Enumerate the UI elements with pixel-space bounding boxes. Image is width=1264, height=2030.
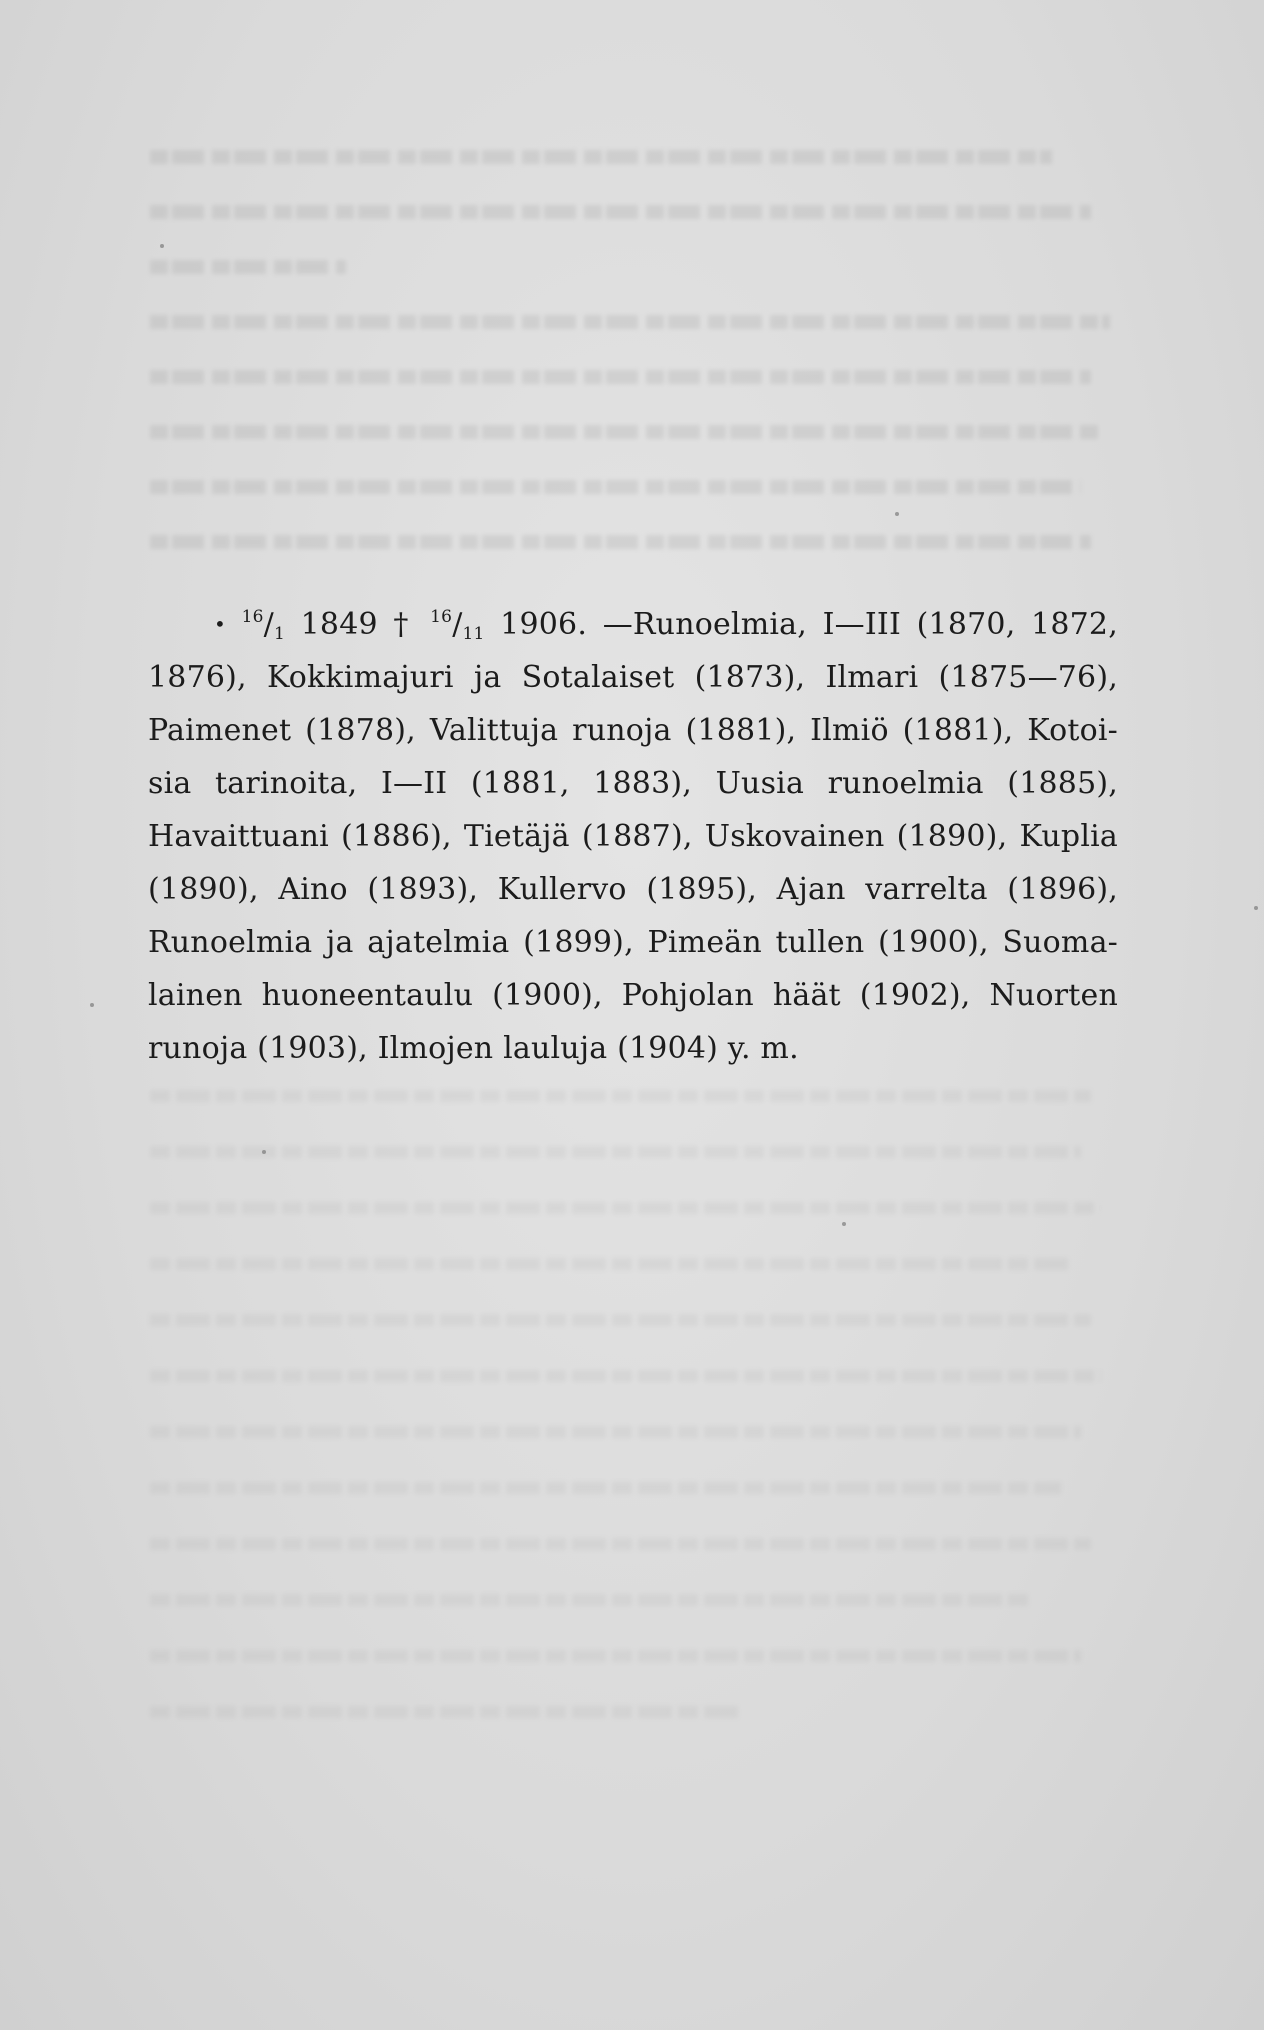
footnote-line-2: 1876), Kokkimajuri ja Sotalaiset (1873), Ilmari (1875—76), xyxy=(148,660,1118,695)
death-symbol: † xyxy=(393,607,415,642)
bleed-through-text-bottom xyxy=(150,1090,1130,1790)
works-list-start: —Runoelmia, I—III (1870, 1872, xyxy=(602,607,1118,642)
birth-year: 1849 xyxy=(300,607,378,642)
footnote-marker: • xyxy=(214,612,226,636)
birth-day: 16 xyxy=(241,607,264,627)
footnote-line-5: Havaittuani (1886), Tietäjä (1887), Uskovainen (1890), Kuplia xyxy=(148,819,1118,854)
bleed-through-text-top xyxy=(150,150,1130,570)
footnote-line-3: Paimenet (1878), Valittuja runoja (1881), Ilmiö (1881), Kotoi- xyxy=(148,713,1118,748)
paper-speck xyxy=(262,1150,266,1154)
biographical-footnote xyxy=(148,598,1118,1075)
paper-speck xyxy=(90,1003,94,1007)
footnote-line-8: lainen huoneentaulu (1900), Pohjolan häät (1902), Nuorten xyxy=(148,978,1118,1013)
paper-speck xyxy=(160,244,164,248)
paper-speck xyxy=(1254,906,1258,910)
death-day: 16 xyxy=(430,607,453,627)
paper-speck xyxy=(895,512,899,516)
footnote-line-7: Runoelmia ja ajatelmia (1899), Pimeän tullen (1900), Suoma- xyxy=(148,925,1118,960)
footnote-line-9: runoja (1903), Ilmojen lauluja (1904) y. m. xyxy=(148,1031,799,1066)
death-month: 11 xyxy=(462,624,485,644)
birth-month: 1 xyxy=(273,624,286,644)
footnote-line-6: (1890), Aino (1893), Kullervo (1895), Ajan varrelta (1896), xyxy=(148,872,1118,907)
paper-speck xyxy=(842,1222,846,1226)
death-year: 1906. xyxy=(500,607,588,642)
footnote-line-1: • $^{16}$/1 1849 † $^{16}$/11 1906. —Runoelmia, I—III (1870, 1872, xyxy=(214,607,1118,644)
footnote-line-4: sia tarinoita, I—II (1881, 1883), Uusia runoelmia (1885), xyxy=(148,766,1118,801)
